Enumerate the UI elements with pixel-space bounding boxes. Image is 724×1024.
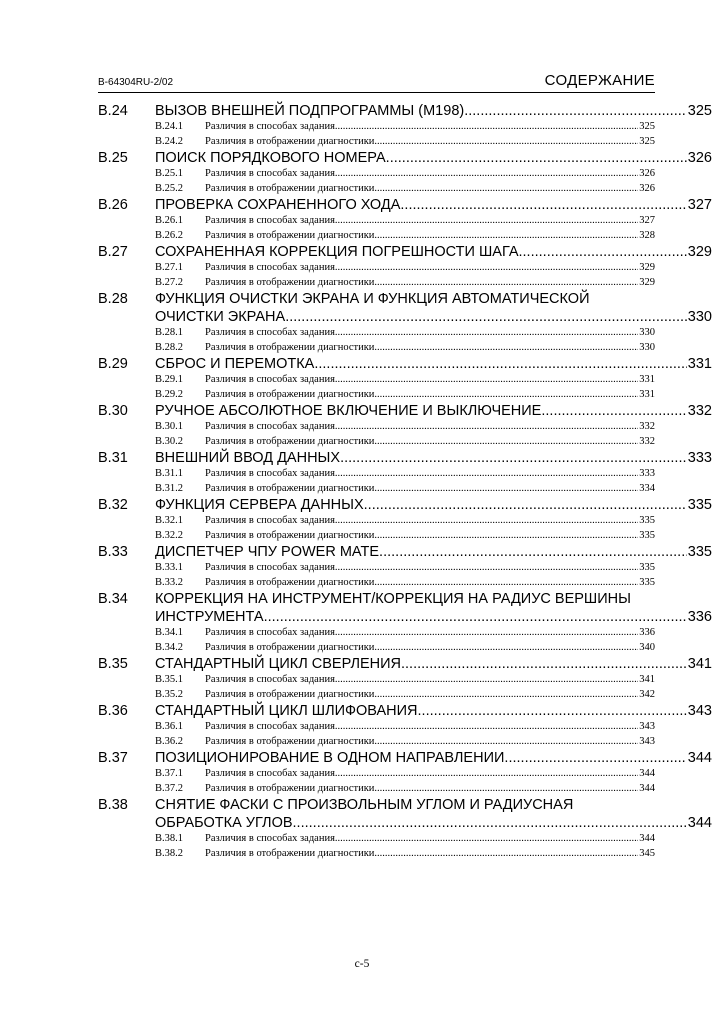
page-ref: 340 xyxy=(639,641,655,653)
subsection-title: Различия в способах задания xyxy=(205,833,335,844)
subsection-number: B.24.1 xyxy=(155,121,184,132)
page-ref: 335 xyxy=(639,562,655,573)
section-title: ФУНКЦИЯ ОЧИСТКИ ЭКРАНА И ФУНКЦИЯ АВТОМАТИЧЕСКОЙ xyxy=(155,291,590,307)
page-number: c-5 xyxy=(354,958,370,970)
subsection-title: Различия в отображении диагностики xyxy=(205,341,375,353)
section-title: ПОЗИЦИОНИРОВАНИЕ В ОДНОМ НАПРАВЛЕНИИ xyxy=(155,750,505,766)
dot-leader xyxy=(374,735,638,750)
dot-leader xyxy=(541,402,686,420)
dot-leader xyxy=(364,496,687,514)
page-ref: 326 xyxy=(639,168,655,179)
table-of-contents xyxy=(98,102,712,861)
toc-subentry[interactable] xyxy=(155,529,655,544)
toc-main-line[interactable] xyxy=(98,149,712,167)
toc-main-line[interactable] xyxy=(98,449,712,467)
toc-entry xyxy=(98,196,712,243)
page-ref: 332 xyxy=(639,435,655,447)
toc-entry xyxy=(98,496,712,543)
toc-entry xyxy=(98,796,712,861)
subsection-number: B.29.2 xyxy=(155,388,184,400)
page-ref: 343 xyxy=(639,735,655,747)
toc-entry xyxy=(98,590,712,655)
toc-entry xyxy=(98,655,712,702)
dot-leader xyxy=(335,167,638,182)
subsection-number: B.28.2 xyxy=(155,341,184,353)
page-ref: 344 xyxy=(687,815,712,831)
subsection-title: Различия в способах задания xyxy=(205,562,335,573)
page-ref: 343 xyxy=(687,703,712,719)
page-ref: 332 xyxy=(639,421,655,432)
toc-subentry[interactable] xyxy=(155,832,655,847)
toc-subentry[interactable] xyxy=(155,467,655,482)
dot-leader xyxy=(418,702,687,720)
page-ref: 335 xyxy=(639,576,655,588)
toc-subentry[interactable] xyxy=(155,341,655,356)
subsection-number: B.31.2 xyxy=(155,482,184,494)
subsection-title: Различия в отображении диагностики xyxy=(205,735,375,747)
dot-leader xyxy=(386,149,687,167)
toc-main-line[interactable] xyxy=(98,243,712,261)
subsection-number: B.34.1 xyxy=(155,627,184,638)
section-title: ПРОВЕРКА СОХРАНЕННОГО ХОДА xyxy=(155,197,401,213)
subsection-title: Различия в отображении диагностики xyxy=(205,782,375,794)
toc-main-line[interactable] xyxy=(98,496,712,514)
page-ref: 326 xyxy=(687,150,712,166)
subsection-title: Различия в отображении диагностики xyxy=(205,576,375,588)
page-ref: 336 xyxy=(687,609,712,625)
section-number: B.36 xyxy=(98,703,128,719)
toc-subentry[interactable] xyxy=(155,641,655,656)
section-title: СОХРАНЕННАЯ КОРРЕКЦИЯ ПОГРЕШНОСТИ ШАГА xyxy=(155,244,519,260)
page-ref: 344 xyxy=(639,768,655,779)
toc-main-line[interactable] xyxy=(98,355,712,373)
page-ref: 345 xyxy=(639,847,655,859)
dot-leader xyxy=(504,749,686,767)
page-ref: 325 xyxy=(639,121,655,132)
page-ref: 331 xyxy=(687,356,712,372)
subsection-title: Различия в способах задания xyxy=(205,121,335,132)
subsection-number: B.37.2 xyxy=(155,782,184,794)
dot-leader xyxy=(335,626,638,641)
toc-main-line[interactable] xyxy=(98,543,712,561)
subsection-title: Различия в способах задания xyxy=(205,721,335,732)
toc-entry xyxy=(98,355,712,402)
section-title: ПОИСК ПОРЯДКОВОГО НОМЕРА xyxy=(155,150,386,166)
section-title: СТАНДАРТНЫЙ ЦИКЛ ШЛИФОВАНИЯ xyxy=(155,703,418,719)
section-number: B.33 xyxy=(98,544,128,560)
page-ref: 336 xyxy=(639,627,655,638)
page-ref: 327 xyxy=(687,197,712,213)
toc-entry xyxy=(98,543,712,590)
toc-main-line[interactable] xyxy=(98,702,712,720)
toc-subentry[interactable] xyxy=(155,720,655,735)
dot-leader xyxy=(335,720,638,735)
subsection-number: B.25.2 xyxy=(155,182,184,194)
subsection-title: Различия в отображении диагностики xyxy=(205,435,375,447)
page-ref: 331 xyxy=(639,374,655,385)
page-ref: 335 xyxy=(687,544,712,560)
section-number: B.34 xyxy=(98,591,128,607)
page-ref: 325 xyxy=(639,135,655,147)
page-ref: 330 xyxy=(687,309,712,325)
dot-leader xyxy=(340,449,687,467)
toc-subentry[interactable] xyxy=(155,388,655,403)
page-ref: 333 xyxy=(687,450,712,466)
section-number: B.27 xyxy=(98,244,128,260)
toc-main-line[interactable] xyxy=(98,796,712,832)
subsection-title: Различия в отображении диагностики xyxy=(205,688,375,700)
page-ref: 330 xyxy=(639,341,655,353)
toc-entry xyxy=(98,149,712,196)
dot-leader xyxy=(335,326,638,341)
section-number: B.38 xyxy=(98,797,128,813)
page-ref: 334 xyxy=(639,482,655,494)
toc-subentry[interactable] xyxy=(155,688,655,703)
dot-leader xyxy=(335,120,638,135)
page-ref: 332 xyxy=(687,403,712,419)
toc-subentry[interactable] xyxy=(155,182,655,197)
subsection-number: B.32.1 xyxy=(155,515,184,526)
section-number: B.26 xyxy=(98,197,128,213)
toc-entry xyxy=(98,702,712,749)
toc-main-line[interactable] xyxy=(98,402,712,420)
dot-leader xyxy=(335,514,638,529)
dot-leader xyxy=(374,435,638,450)
section-title: ДИСПЕТЧЕР ЧПУ POWER MATE xyxy=(155,544,380,560)
subsection-number: B.37.1 xyxy=(155,768,184,779)
page-ref: 335 xyxy=(639,529,655,541)
subsection-title: Различия в отображении диагностики xyxy=(205,482,375,494)
toc-subentry[interactable] xyxy=(155,420,655,435)
section-number: B.28 xyxy=(98,291,128,307)
toc-subentry[interactable] xyxy=(155,561,655,576)
page-ref: 344 xyxy=(687,750,712,766)
subsection-number: B.30.2 xyxy=(155,435,184,447)
dot-leader xyxy=(293,814,687,832)
page-ref: 329 xyxy=(687,244,712,260)
section-title: ОБРАБОТКА УГЛОВ xyxy=(155,815,293,831)
toc-subentry[interactable] xyxy=(155,847,655,862)
dot-leader xyxy=(374,576,638,591)
dot-leader xyxy=(374,276,638,291)
subsection-number: B.38.2 xyxy=(155,847,184,859)
page-ref: 341 xyxy=(687,656,712,672)
toc-subentry[interactable] xyxy=(155,626,655,641)
subsection-title: Различия в способах задания xyxy=(205,468,335,479)
page-ref: 341 xyxy=(639,674,655,685)
page-ref: 343 xyxy=(639,721,655,732)
section-title: ФУНКЦИЯ СЕРВЕРА ДАННЫХ xyxy=(155,497,364,513)
subsection-number: B.30.1 xyxy=(155,421,184,432)
dot-leader xyxy=(374,641,638,656)
section-title: ВЫЗОВ ВНЕШНЕЙ ПОДПРОГРАММЫ (M198) xyxy=(155,103,465,119)
subsection-number: B.28.1 xyxy=(155,327,184,338)
toc-main-line[interactable] xyxy=(98,749,712,767)
section-number: B.29 xyxy=(98,356,128,372)
section-number: B.31 xyxy=(98,450,128,466)
header-rule xyxy=(98,92,655,93)
toc-entry xyxy=(98,449,712,496)
section-number: B.35 xyxy=(98,656,128,672)
toc-entry xyxy=(98,402,712,449)
subsection-number: B.31.1 xyxy=(155,468,184,479)
toc-subentry[interactable] xyxy=(155,482,655,497)
page-ref: 328 xyxy=(639,229,655,241)
subsection-number: B.26.2 xyxy=(155,229,184,241)
section-title: ВНЕШНИЙ ВВОД ДАННЫХ xyxy=(155,450,341,466)
subsection-number: B.34.2 xyxy=(155,641,184,653)
dot-leader xyxy=(335,832,638,847)
subsection-title: Различия в отображении диагностики xyxy=(205,641,375,653)
dot-leader xyxy=(335,420,638,435)
subsection-number: B.29.1 xyxy=(155,374,184,385)
toc-main-line[interactable] xyxy=(98,196,712,214)
section-number: B.32 xyxy=(98,497,128,513)
toc-subentry[interactable] xyxy=(155,514,655,529)
dot-leader xyxy=(374,341,638,356)
dot-leader xyxy=(335,214,638,229)
section-title: СНЯТИЕ ФАСКИ С ПРОИЗВОЛЬНЫМ УГЛОМ И РАДИУСНАЯ xyxy=(155,797,574,813)
dot-leader xyxy=(400,196,686,214)
subsection-number: B.36.2 xyxy=(155,735,184,747)
subsection-title: Различия в отображении диагностики xyxy=(205,182,375,194)
section-number: B.30 xyxy=(98,403,128,419)
subsection-number: B.35.1 xyxy=(155,674,184,685)
document-code: B-64304RU-2/02 xyxy=(98,77,174,88)
dot-leader xyxy=(285,308,687,326)
section-title: СТАНДАРТНЫЙ ЦИКЛ СВЕРЛЕНИЯ xyxy=(155,656,401,672)
page-ref: 325 xyxy=(687,103,712,119)
subsection-title: Различия в способах задания xyxy=(205,627,335,638)
section-title: СОДЕРЖАНИЕ xyxy=(544,72,655,89)
dot-leader xyxy=(374,529,638,544)
dot-leader xyxy=(379,543,687,561)
subsection-title: Различия в отображении диагностики xyxy=(205,529,375,541)
page-ref: 335 xyxy=(687,497,712,513)
toc-subentry[interactable] xyxy=(155,576,655,591)
subsection-title: Различия в способах задания xyxy=(205,768,335,779)
dot-leader xyxy=(401,655,687,673)
toc-entry xyxy=(98,102,712,149)
toc-entry xyxy=(98,749,712,796)
toc-main-line[interactable] xyxy=(98,102,712,120)
toc-entry xyxy=(98,243,712,290)
dot-leader xyxy=(374,135,638,150)
subsection-title: Различия в отображении диагностики xyxy=(205,388,375,400)
dot-leader xyxy=(335,261,638,276)
page-ref: 327 xyxy=(639,215,655,226)
subsection-title: Различия в отображении диагностики xyxy=(205,229,375,241)
subsection-title: Различия в способах задания xyxy=(205,215,335,226)
section-number: B.24 xyxy=(98,103,128,119)
subsection-number: B.33.2 xyxy=(155,576,184,588)
section-title: ОЧИСТКИ ЭКРАНА xyxy=(155,309,286,325)
dot-leader xyxy=(519,243,687,261)
subsection-number: B.33.1 xyxy=(155,562,184,573)
page-ref: 326 xyxy=(639,182,655,194)
subsection-title: Различия в способах задания xyxy=(205,327,335,338)
subsection-number: B.26.1 xyxy=(155,215,184,226)
toc-subentry[interactable] xyxy=(155,167,655,182)
dot-leader xyxy=(335,373,638,388)
page-ref: 329 xyxy=(639,262,655,273)
section-number: B.37 xyxy=(98,750,128,766)
toc-subentry[interactable] xyxy=(155,782,655,797)
toc-subentry[interactable] xyxy=(155,673,655,688)
dot-leader xyxy=(314,355,686,373)
dot-leader xyxy=(335,767,638,782)
dot-leader xyxy=(374,482,638,497)
toc-subentry[interactable] xyxy=(155,326,655,341)
toc-subentry[interactable] xyxy=(155,373,655,388)
subsection-title: Различия в способах задания xyxy=(205,168,335,179)
dot-leader xyxy=(374,229,638,244)
dot-leader xyxy=(464,102,687,120)
toc-subentry[interactable] xyxy=(155,276,655,291)
toc-subentry[interactable] xyxy=(155,120,655,135)
toc-subentry[interactable] xyxy=(155,767,655,782)
page-ref: 330 xyxy=(639,327,655,338)
dot-leader xyxy=(335,561,638,576)
page-ref: 342 xyxy=(639,688,655,700)
dot-leader xyxy=(374,782,638,797)
dot-leader xyxy=(374,182,638,197)
dot-leader xyxy=(335,467,638,482)
subsection-title: Различия в отображении диагностики xyxy=(205,276,375,288)
page-ref: 329 xyxy=(639,276,655,288)
subsection-title: Различия в отображении диагностики xyxy=(205,847,375,859)
toc-subentry[interactable] xyxy=(155,735,655,750)
subsection-title: Различия в способах задания xyxy=(205,674,335,685)
toc-subentry[interactable] xyxy=(155,229,655,244)
toc-subentry[interactable] xyxy=(155,261,655,276)
toc-main-line[interactable] xyxy=(98,590,712,626)
section-title: РУЧНОЕ АБСОЛЮТНОЕ ВКЛЮЧЕНИЕ И ВЫКЛЮЧЕНИЕ xyxy=(155,403,542,419)
subsection-number: B.27.1 xyxy=(155,262,184,273)
subsection-number: B.25.1 xyxy=(155,168,184,179)
subsection-number: B.36.1 xyxy=(155,721,184,732)
page-ref: 344 xyxy=(639,833,655,844)
subsection-number: B.27.2 xyxy=(155,276,184,288)
subsection-number: B.38.1 xyxy=(155,833,184,844)
toc-main-line[interactable] xyxy=(98,290,712,326)
section-number: B.25 xyxy=(98,150,128,166)
toc-subentry[interactable] xyxy=(155,135,655,150)
page-ref: 331 xyxy=(639,388,655,400)
subsection-title: Различия в способах задания xyxy=(205,374,335,385)
toc-subentry[interactable] xyxy=(155,435,655,450)
section-title: ИНСТРУМЕНТА xyxy=(155,609,264,625)
toc-main-line[interactable] xyxy=(98,655,712,673)
subsection-title: Различия в способах задания xyxy=(205,262,335,273)
toc-subentry[interactable] xyxy=(155,214,655,229)
subsection-title: Различия в способах задания xyxy=(205,515,335,526)
page-ref: 335 xyxy=(639,515,655,526)
dot-leader xyxy=(374,388,638,403)
dot-leader xyxy=(374,688,638,703)
subsection-number: B.24.2 xyxy=(155,135,184,147)
section-title: КОРРЕКЦИЯ НА ИНСТРУМЕНТ/КОРРЕКЦИЯ НА РАДИУС ВЕРШИНЫ xyxy=(155,591,631,607)
dot-leader xyxy=(335,673,638,688)
page-ref: 333 xyxy=(639,468,655,479)
page-ref: 344 xyxy=(639,782,655,794)
subsection-number: B.35.2 xyxy=(155,688,184,700)
dot-leader xyxy=(264,608,687,626)
toc-entry xyxy=(98,290,712,355)
subsection-title: Различия в способах задания xyxy=(205,421,335,432)
dot-leader xyxy=(374,847,638,862)
subsection-number: B.32.2 xyxy=(155,529,184,541)
subsection-title: Различия в отображении диагностики xyxy=(205,135,375,147)
section-title: СБРОС И ПЕРЕМОТКА xyxy=(155,356,315,372)
